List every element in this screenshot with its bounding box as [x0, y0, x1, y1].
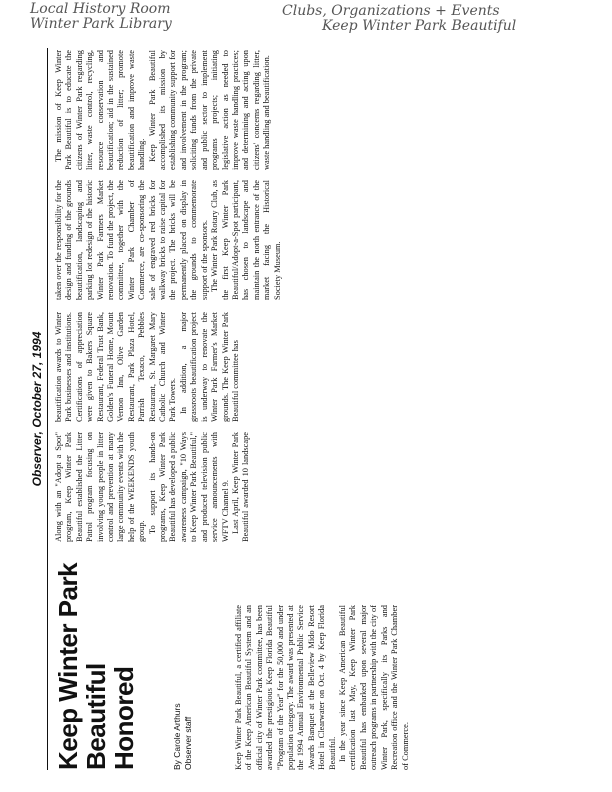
headline — [54, 555, 138, 770]
headline-line: Beautiful Honored — [81, 663, 139, 770]
headline-line: Keep Winter Park — [53, 562, 83, 770]
headline-block — [54, 555, 166, 770]
paragraph: In addition, a major grassroots beautification project is underway to renovate the Winter Park Farmer's Market grounds. The Keep Winter Park Beautiful committee has — [178, 312, 240, 422]
paragraph: taken over the responsibility for the design and funding of the grounds beautification, landscaping and parking lot redesign of the historic Winter Park Farmers Market renovation. To fund the project, the committee, together with the Winter Park Chamber of Commerce, are co-sponsoring the sale of engraved red bricks for walkway bricks to raise capital for the project. The bricks will be permanently placed on display in the grounds to commemorate support of the sponsors. — [54, 180, 209, 300]
paragraph: The Winter Park Rotary Club, as the first Keep Winter Park Beautiful/Adopt-a-Spot participant, has chosen to landscape and maintain the north entrance of the market facing the Historical Society Museum. — [210, 180, 282, 300]
article-column-1 — [234, 605, 574, 770]
newspaper-clipping — [27, 48, 582, 770]
paragraph: The mission of Keep Winter Park Beautiful is to educate the citizens of Winter Park regarding litter, waste control, recycling, resource conservation and beautification; aid in the sustained reduction of litter; promote beautification and improve waste handling. — [54, 50, 147, 170]
paragraph: Keep Winter Park Beautiful accomplished its mission by establishing community support for and involvement in the program; soliciting funds from the private and public sector to implement programs projects; initiating legislative action as needed to improve waste handling practices; and determining and acting upon citizens' concerns regarding litter, waste handling and beautification. — [147, 50, 272, 170]
byline — [172, 650, 232, 770]
paragraph: Along with an "Adopt a Spot" program, Keep Winter Park Beautiful established the Litter Patrol program focusing on involving young people in litter control and prevention at many large community events with the help of the WEEKENDS youth group. — [54, 432, 147, 542]
byline-role: Observer staff — [183, 716, 193, 770]
dateline: Observer, October 27, 1994 — [27, 48, 48, 770]
paragraph: In the year since Keep American Beautiful certification last May, Keep Winter Park Beautiful has embarked upon several major outreach programs in partnership with the city of Winter Park, specifically its Parks and Recreation office and the Winter Park Chamber of Commerce. — [338, 605, 410, 770]
paragraph: Last April, Keep Winter Park Beautiful awarded 10 landscape beautification awards to Winter Park businesses and institutions. Certifications of appreciation were given to Bakers Square Restaurant, Federal Trust Bank, Golden's Funeral Home, Mount Vernon Inn, Olive Garden Restaurant, Park Plaza Hotel, Parrish Texaco, Pebbles Restaurant, St. Margaret Mary Catholic Church and Winter Park Towers. — [54, 312, 251, 542]
handwritten-note-left — [30, 2, 172, 32]
handwritten-note-right — [282, 4, 516, 34]
paragraph: Keep Winter Park Beautiful, a certified affiliate of the Keep American Beautiful System and an official city of Winter Park committee, has been awarded the prestigious Keep Florida Beautiful "Program of the Year" for the 50,000 and under population category. The award was presented at the 1994 Annual Environmental Public Service Awards Banquet at the Belleview Mido Resort Hotel in Clearwater on Oct. 4 by Keep Florida Beautiful. — [234, 605, 337, 770]
article-column-2 — [54, 312, 582, 542]
article-column-3 — [54, 50, 582, 300]
handwritten-line: Winter Park Library — [30, 16, 172, 32]
byline-author: By Carole Arthurs — [172, 703, 182, 770]
handwritten-line: Keep Winter Park Beautiful — [322, 18, 517, 34]
handwritten-line: Clubs, Organizations + Events — [282, 3, 500, 19]
paragraph: To support its hands-on programs, Keep Winter Park Beautiful has developed a public awareness campaign, "10 Ways to Keep Winter Park Beautiful," and produced television public service announcements with WFTV Channel 9. — [147, 432, 230, 542]
handwritten-line: Local History Room — [30, 1, 171, 17]
article-body — [54, 48, 582, 770]
